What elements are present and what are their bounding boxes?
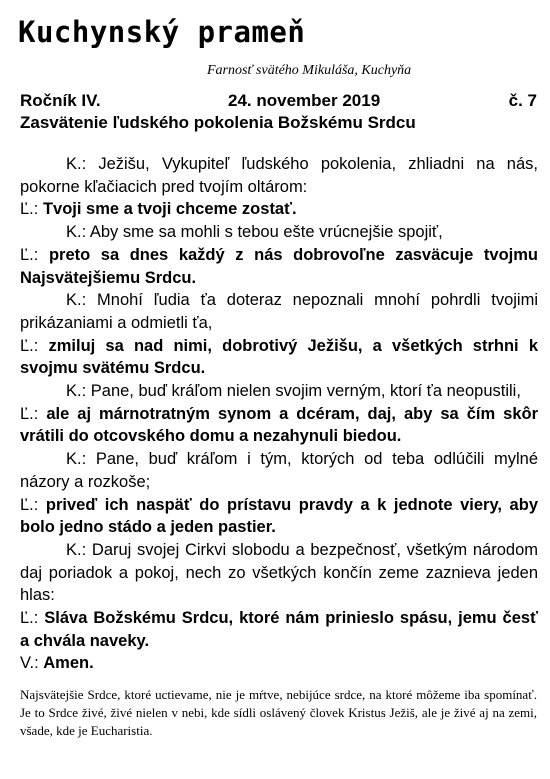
response-text: Amen. [43,654,94,673]
issue-date: 24. november 2019 [228,91,381,110]
response-line [20,335,538,380]
response-lead: Ľ.: [20,245,49,264]
response-text: priveď ich naspäť do prístavu pravdy a k jednote viery, aby bolo jedno stádo a jeden pastier. [20,495,538,537]
priest-line: K.: Pane, buď kráľom i tým, ktorých od teba odlúčili mylné názory a rozkoše; [20,450,538,491]
response-line [20,244,538,289]
response-text: ale aj márnotratným synom a dcéram, daj, aby sa čím skôr vrátili do otcovského domu a nezahynuli biedou. [20,404,538,446]
response-line [20,607,538,652]
priest-line: K.: Ježišu, Vykupiteľ ľudského pokolenia, zhliadni na nás, pokorne kľačiacich pred tvojím oltárom: [20,155,538,196]
article-title: Zasvätenie ľudského pokolenia Božskému Srdcu [20,113,416,132]
response-text: preto sa dnes každý z nás dobrovoľne zasväcuje tvojmu Najsvätejšiemu Srdcu. [20,245,538,287]
priest-line: K.: Aby sme sa mohli s tebou ešte vrúcnejšie spojiť, [66,223,443,242]
priest-line: K.: Pane, buď kráľom nielen svojim verným, ktorí ťa neopustili, [66,382,521,401]
issue-number: č. 7 [508,91,537,110]
response-line [20,494,538,539]
priest-line: K.: Mnohí ľudia ťa doteraz nepoznali mnohí pohrdli tvojimi prikázaniami a odmietli ťa, [20,291,538,332]
response-lead: Ľ.: [20,200,43,219]
response-line [20,403,538,448]
response-lead: Ľ.: [20,336,49,355]
newsletter-masthead: Kuchynský prameň [18,15,306,49]
amen-line [20,652,538,675]
priest-line: K.: Daruj svojej Cirkvi slobodu a bezpečnosť, všetkým národom daj poriadok a pokoj, nech zo všetkých končín zeme zaznieva jeden hlas: [20,540,538,605]
response-text: Tvoji sme a tvoji chceme zostať. [42,200,297,219]
issue-info-row [20,91,537,113]
parish-subtitle: Farnosť svätého Mikuláša, Kuchyňa [207,63,412,78]
footnote-text: Najsvätejšie Srdce, ktoré uctievame, nie je mŕtve, nebijúce srdce, na ktoré môžeme iba spomínať. Je to Srdce živé, živé nielen v nebi, kde sídli oslávený človek Kristus Ježiš, ale je živé aj na zemi, všade, kde je Eucharistia. [20,687,537,738]
response-text: Sláva Božskému Srdcu, ktoré nám prinieslo spásu, jemu česť a chvála naveky. [20,609,538,650]
response-text: zmiluj sa nad nimi, dobrotivý Ježišu, a všetkých strhni k svojmu svätému Srdcu. [20,336,538,378]
response-lead: Ľ.: [20,404,47,423]
response-line [20,198,538,221]
volume-label: Ročník IV. [20,91,101,110]
prayer-text [20,153,538,675]
response-lead: V.: [20,654,44,673]
response-lead: Ľ.: [20,495,46,514]
footnote-paragraph [20,686,537,740]
response-lead: Ľ.: [20,609,45,628]
